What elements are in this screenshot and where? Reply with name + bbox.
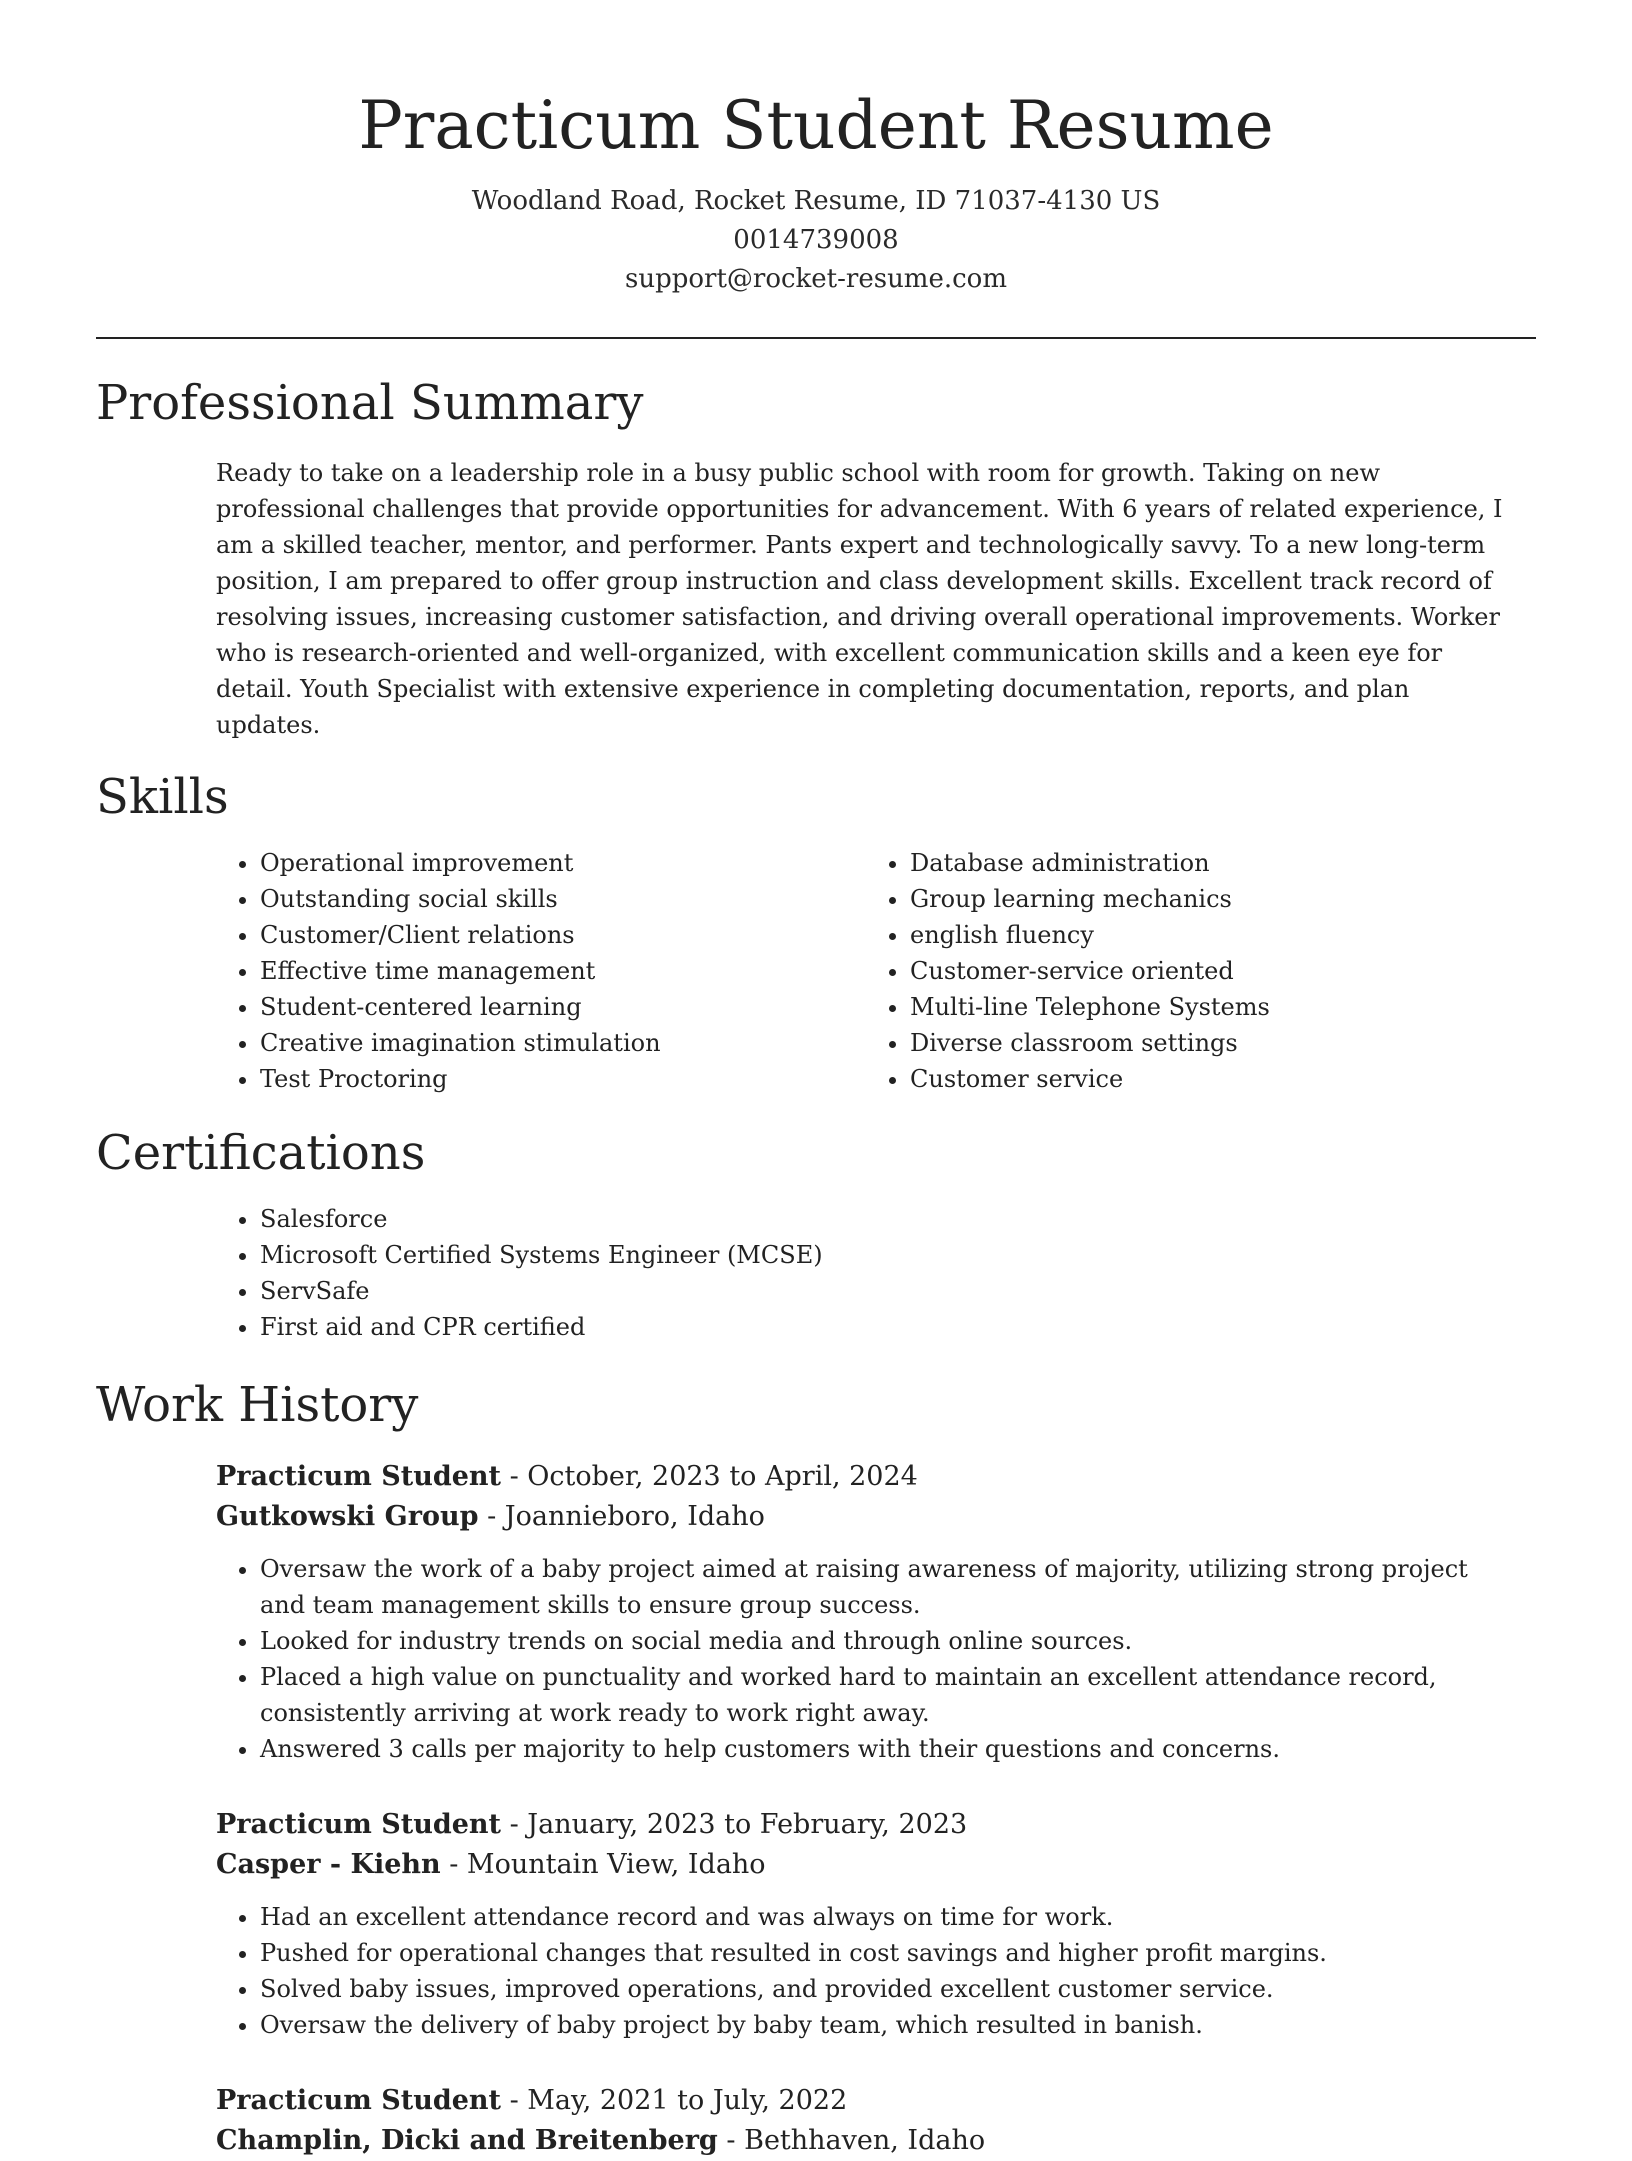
job-entry bbox=[216, 2081, 1516, 2161]
job-title: Practicum Student bbox=[216, 2085, 501, 2116]
header-divider bbox=[96, 337, 1536, 339]
contact-phone: 0014739008 bbox=[733, 225, 899, 255]
skill-item: • Effective time management bbox=[260, 953, 866, 989]
job-title: Practicum Student bbox=[216, 1809, 501, 1840]
job-title-line bbox=[216, 2081, 1516, 2121]
contact-address: Woodland Road, Rocket Resume, ID 71037-4130 US bbox=[471, 186, 1161, 216]
skills-list bbox=[216, 845, 1536, 1097]
job-title-line bbox=[216, 1457, 1516, 1497]
skill-item: • Customer/Client relations bbox=[260, 917, 866, 953]
job-entry bbox=[216, 1805, 1516, 2043]
job-bullet: • Answered 3 calls per majority to help customers with their questions and concerns. bbox=[260, 1731, 1516, 1767]
job-title: Practicum Student bbox=[216, 1461, 501, 1492]
job-company: Casper - Kiehn bbox=[216, 1849, 441, 1880]
job-company-line bbox=[216, 1497, 1516, 1537]
job-bullet: • Solved baby issues, improved operations, and provided excellent customer service. bbox=[260, 1971, 1516, 2007]
job-dates: - January, 2023 to February, 2023 bbox=[501, 1809, 968, 1840]
job-company: Gutkowski Group bbox=[216, 1501, 479, 1532]
job-company-line bbox=[216, 2121, 1516, 2161]
job-dates: - October, 2023 to April, 2024 bbox=[501, 1461, 918, 1492]
skill-item: • Outstanding social skills bbox=[260, 881, 866, 917]
resume-page bbox=[96, 0, 1536, 2161]
summary-heading: Professional Summary bbox=[96, 375, 644, 431]
certification-item: • Microsoft Certified Systems Engineer (MCSE) bbox=[260, 1237, 1536, 1273]
summary-text: Ready to take on a leadership role in a busy public school with room for growth. Taking on new professional challenges that provide opportunities for advancement. With 6 years of related experience, I am a skilled teacher, mentor, and performer. Pants expert and technologically savvy. To a new long-term position, I am prepared to offer group instruction and class development skills. Excellent track record of resolving issues, increasing customer satisfaction, and driving overall operational improvements. Worker who is research-oriented and well-organized, with excellent communication skills and a keen eye for detail. Youth Specialist with extensive experience in completing documentation, reports, and plan updates. bbox=[216, 459, 1503, 739]
job-dates: - May, 2021 to July, 2022 bbox=[501, 2085, 848, 2116]
work-history-heading: Work History bbox=[96, 1377, 419, 1433]
certification-item: • Salesforce bbox=[260, 1201, 1536, 1237]
job-title-line bbox=[216, 1805, 1516, 1845]
job-location: - Mountain View, Idaho bbox=[440, 1849, 766, 1880]
job-bullet: • Had an excellent attendance record and was always on time for work. bbox=[260, 1899, 1516, 1935]
contact-email: support@rocket-resume.com bbox=[624, 264, 1007, 294]
job-company-line bbox=[216, 1845, 1516, 1885]
skills-column-left bbox=[216, 845, 866, 1097]
skills-column-right bbox=[866, 845, 1516, 1097]
job-entry bbox=[216, 1457, 1516, 1767]
job-bullet: • Oversaw the work of a baby project aimed at raising awareness of majority, utilizing strong project and team management skills to ensure group success. bbox=[260, 1551, 1516, 1623]
skill-item: • Test Proctoring bbox=[260, 1061, 866, 1097]
certifications-heading: Certifications bbox=[96, 1125, 426, 1181]
job-bullet: • Oversaw the delivery of baby project by baby team, which resulted in banish. bbox=[260, 2007, 1516, 2043]
skill-item: • Student-centered learning bbox=[260, 989, 866, 1025]
job-location: - Joannieboro, Idaho bbox=[478, 1501, 765, 1532]
skills-heading: Skills bbox=[96, 769, 229, 825]
skill-item: • Multi-line Telephone Systems bbox=[910, 989, 1516, 1025]
job-bullets bbox=[216, 1551, 1516, 1767]
skill-item: • Database administration bbox=[910, 845, 1516, 881]
skill-item: • Customer-service oriented bbox=[910, 953, 1516, 989]
job-company: Champlin, Dicki and Breitenberg bbox=[216, 2125, 718, 2156]
certification-item: • ServSafe bbox=[260, 1273, 1536, 1309]
contact-block bbox=[96, 182, 1536, 299]
resume-title: Practicum Student Resume bbox=[358, 87, 1274, 164]
job-bullet: • Pushed for operational changes that resulted in cost savings and higher profit margins. bbox=[260, 1935, 1516, 1971]
skill-item: • Creative imagination stimulation bbox=[260, 1025, 866, 1061]
skill-item: • Diverse classroom settings bbox=[910, 1025, 1516, 1061]
job-bullet: • Looked for industry trends on social media and through online sources. bbox=[260, 1623, 1516, 1659]
job-location: - Bethhaven, Idaho bbox=[717, 2125, 986, 2156]
job-bullet: • Placed a high value on punctuality and worked hard to maintain an excellent attendance record, consistently arriving at work ready to work right away. bbox=[260, 1659, 1516, 1731]
job-bullets bbox=[216, 1899, 1516, 2043]
skill-item: • Group learning mechanics bbox=[910, 881, 1516, 917]
skill-item: • Operational improvement bbox=[260, 845, 866, 881]
certification-item: • First aid and CPR certified bbox=[260, 1309, 1536, 1345]
skill-item: • english fluency bbox=[910, 917, 1516, 953]
skill-item: • Customer service bbox=[910, 1061, 1516, 1097]
certifications-list bbox=[216, 1201, 1536, 1345]
